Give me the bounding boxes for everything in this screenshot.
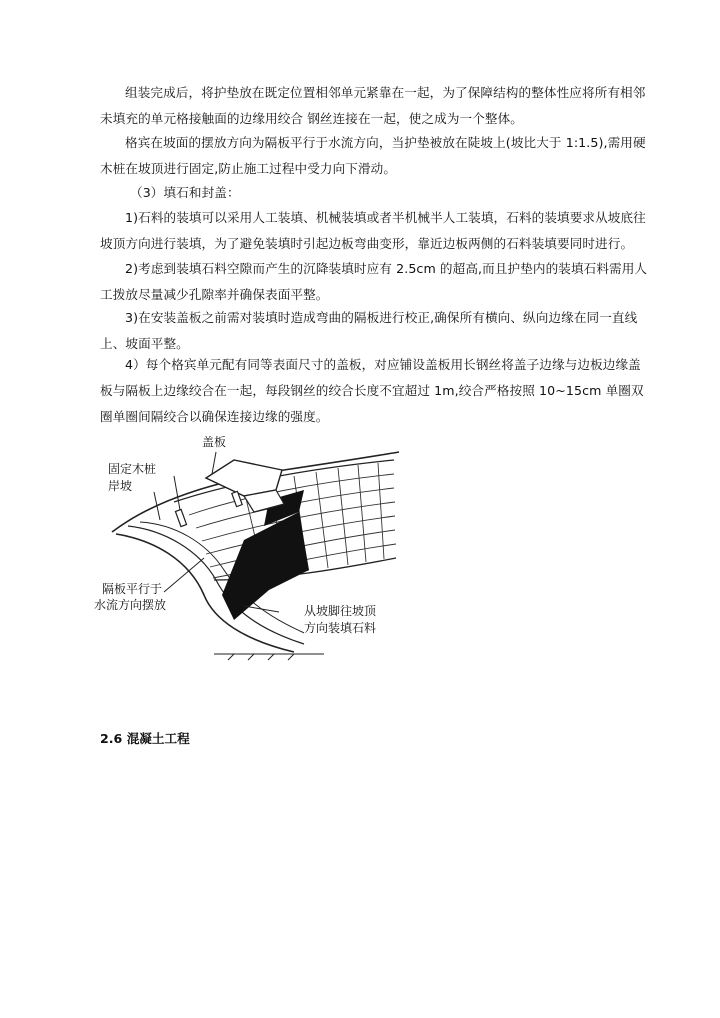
label-partition-line2: 水流方向摆放 (94, 598, 167, 612)
section-heading: 2.6 混凝土工程 (100, 731, 190, 746)
paragraph-step-3: 3)在安装盖板之前需对装填时造成弯曲的隔板进行校正,确保所有横向、纵向边缘在同一直线上、坡面平整。 (100, 310, 638, 351)
ground-hatch (214, 654, 324, 660)
label-fill-line1: 从坡脚往坡顶 (304, 604, 377, 618)
paragraph-step-4: 4）每个格宾单元配有同等表面尺寸的盖板，对应铺设盖板用长钢丝将盖子边缘与边板边缘盖板与隔板上边缘绞合在一起，每段钢丝的绞合长度不宜超过 1m,绞合严格按照 10~15cm 单圈双圈单圈间隔绞合以确保连接边缘的强度。 (100, 357, 644, 424)
label-stake: 固定木桩 (108, 462, 157, 476)
mesh-top-edge (174, 460, 394, 502)
wooden-stake-1 (175, 509, 186, 526)
paragraph-subheading: （3）填石和封盖： (130, 185, 240, 200)
label-bank: 岸坡 (108, 479, 133, 493)
paragraph-placement: 格宾在坡面的摆放方向为隔板平行于水流方向，当护垫被放在陡坡上(坡比大于 1:1.5),需用硬木桩在坡顶进行固定,防止施工过程中受力向下滑动。 (100, 135, 646, 176)
paragraph-step-2: 2)考虑到装填石料空隙而产生的沉降装填时应有 2.5cm 的超高,而且护垫内的装填石料需用人工拨放尽量减少孔隙率并确保表面平整。 (100, 261, 648, 302)
paragraph-step-1: 1)石料的装填可以采用人工装填、机械装填或者半机械半人工装填，石料的装填要求从坡底往坡顶方向进行装填，为了避免装填时引起边板弯曲变形，靠近边板两侧的石料装填要同时进行。 (100, 210, 646, 251)
label-cover: 盖板 (202, 435, 227, 449)
label-partition-line1: 隔板平行于 (102, 582, 163, 596)
stone-fill-region (222, 512, 309, 620)
label-fill-line2: 方向装填石料 (304, 621, 377, 635)
gabion-installation-figure (94, 430, 404, 662)
paragraph-assembly: 组装完成后，将护垫放在既定位置相邻单元紧靠在一起，为了保障结构的整体性应将所有相邻未填充的单元格接触面的边缘用绞合 钢丝连接在一起，使之成为一个整体。 (100, 85, 646, 126)
